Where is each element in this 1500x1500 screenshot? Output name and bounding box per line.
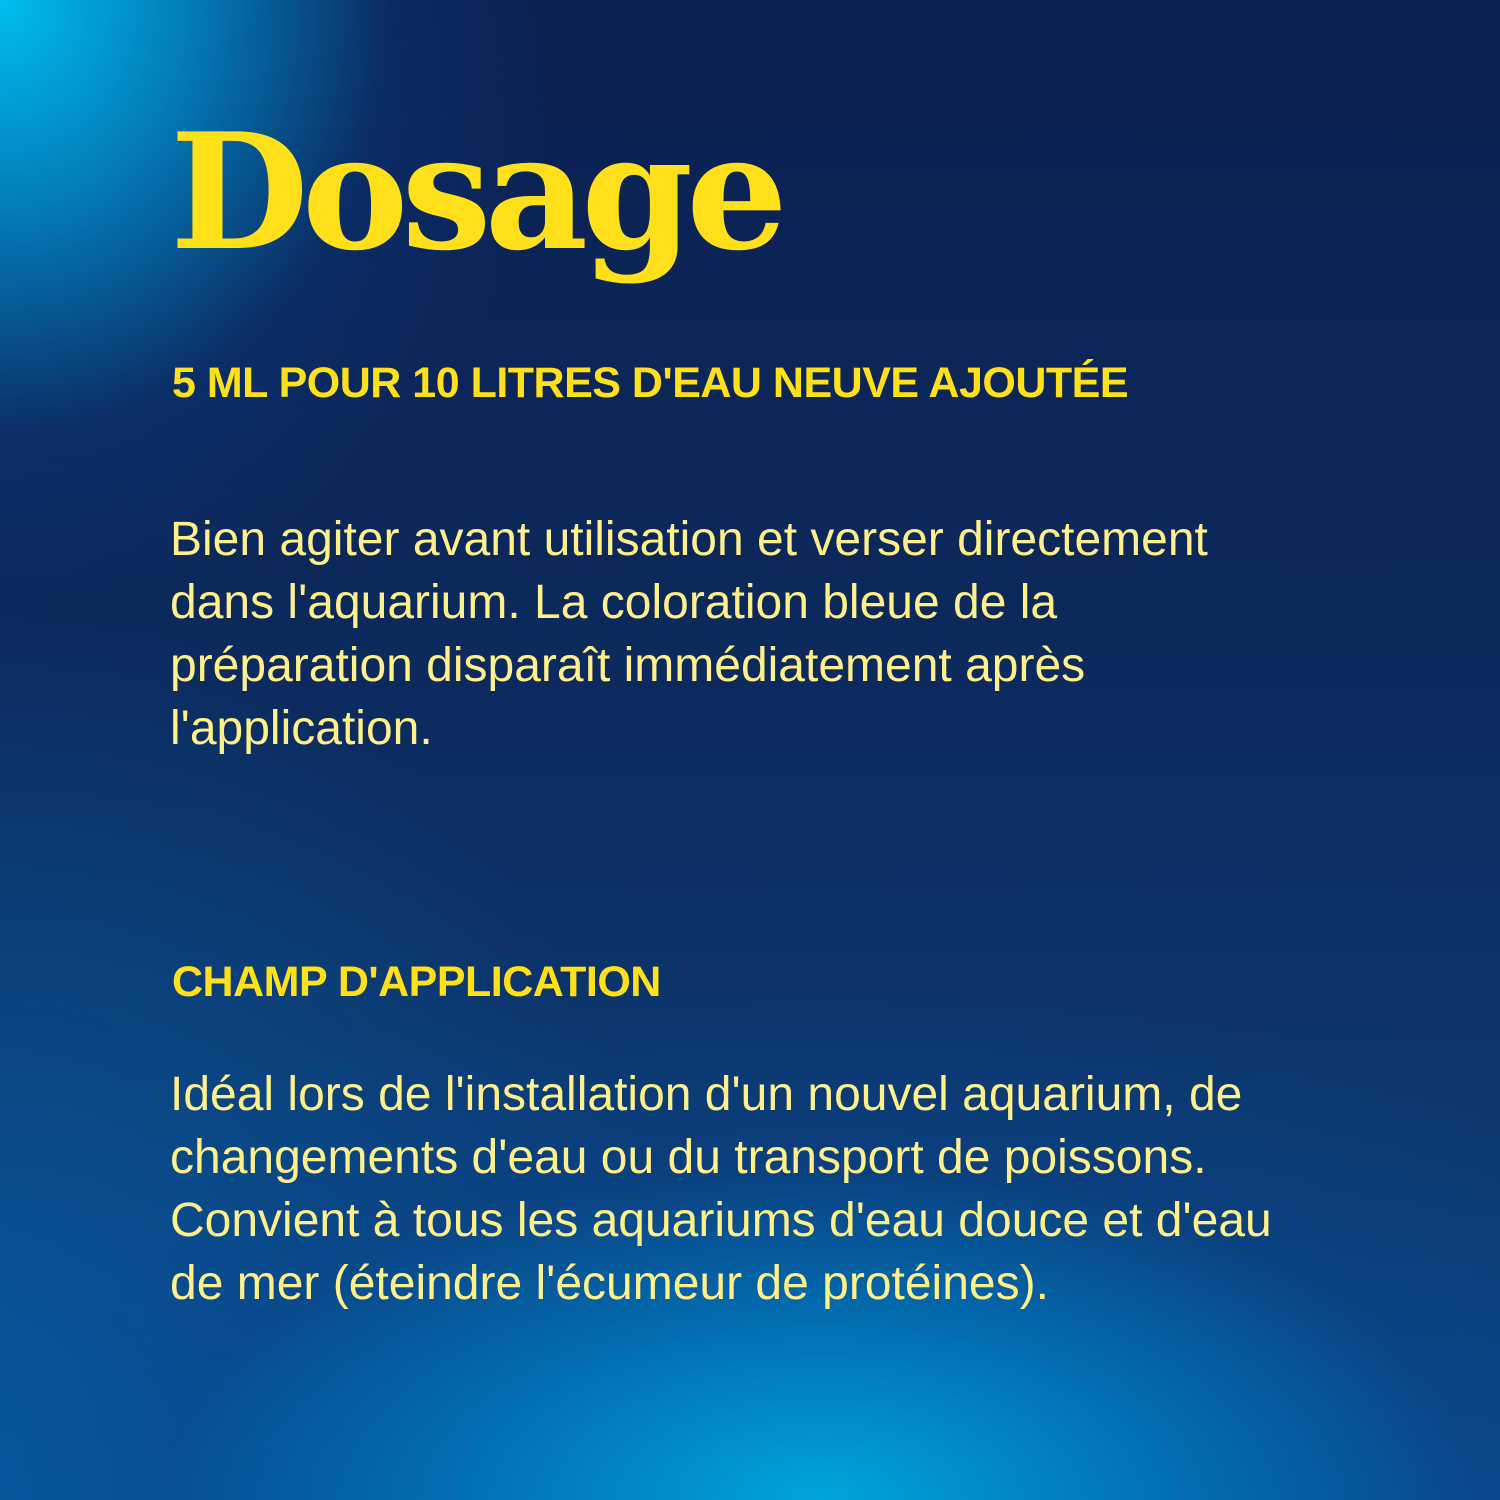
scope-line: Idéal lors de l'installation d'un nouvel aquarium, de — [170, 1068, 1243, 1121]
scope-line: changements d'eau ou du transport de poissons. — [170, 1131, 1207, 1184]
dosage-line: dans l'aquarium. La coloration bleue de la — [170, 576, 1058, 629]
scope-line: de mer (éteindre l'écumeur de protéines). — [170, 1257, 1049, 1310]
dosage-line: Bien agiter avant utilisation et verser directement — [170, 513, 1208, 566]
page-title: Dosage — [170, 98, 781, 286]
dosage-line: l'application. — [170, 702, 433, 755]
scope-description — [170, 1063, 1272, 1315]
scope-line: Convient à tous les aquariums d'eau douce et d'eau — [170, 1194, 1272, 1247]
dosage-instructions — [170, 508, 1208, 760]
dosage-heading: 5 ML POUR 10 LITRES D'EAU NEUVE AJOUTÉE — [172, 359, 1129, 407]
scope-heading: CHAMP D'APPLICATION — [172, 958, 661, 1006]
dosage-line: préparation disparaît immédiatement après — [170, 639, 1086, 692]
